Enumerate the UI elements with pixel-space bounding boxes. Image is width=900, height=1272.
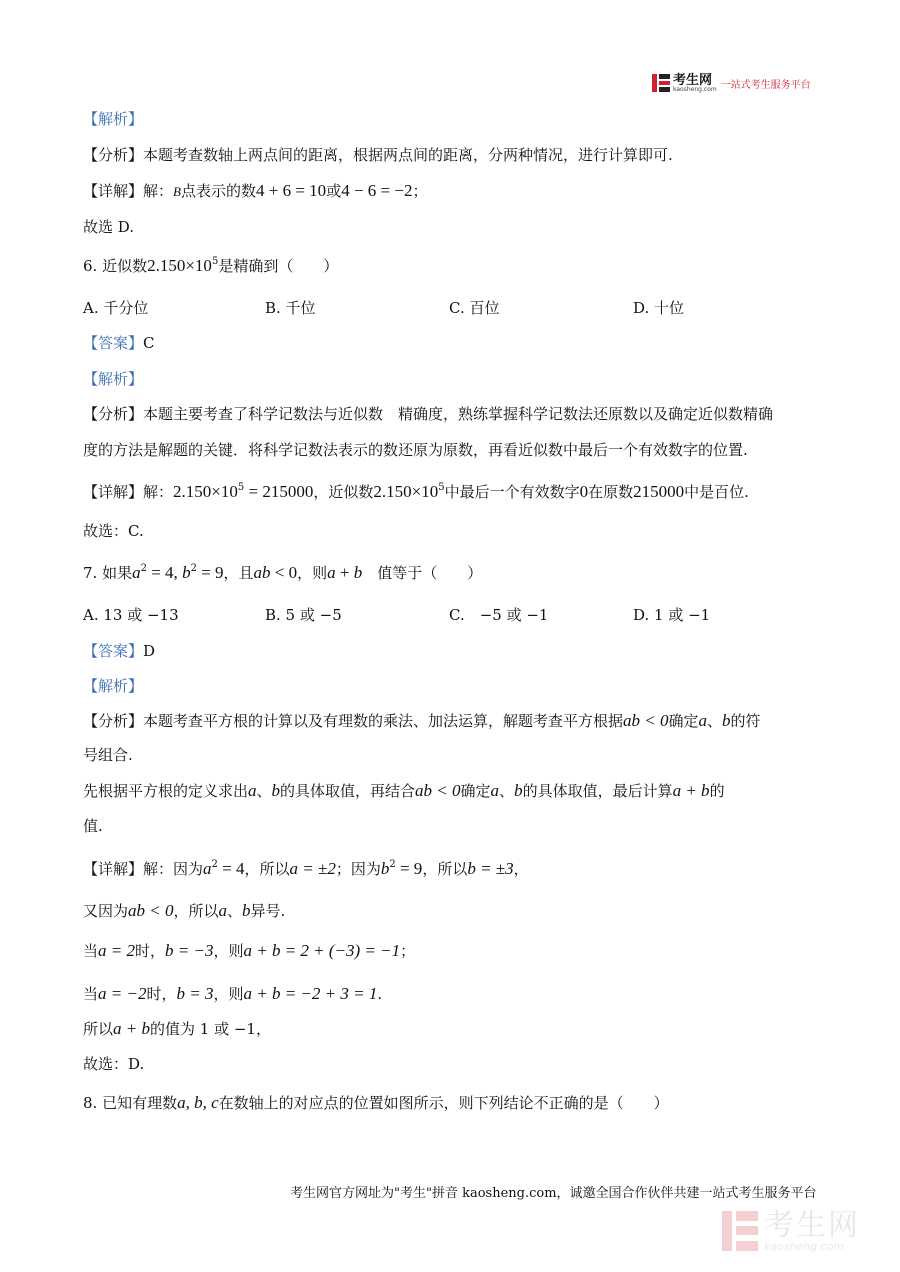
- q6-option-d: D. 十位: [633, 299, 685, 317]
- q7-xiangjie-line2: 又因为ab < 0，所以a、b异号.: [83, 901, 286, 920]
- logo-domain: kaosheng.com: [673, 85, 717, 93]
- q7-option-d: D. 1 或 −1: [633, 606, 711, 624]
- q6-option-b: B. 千位: [265, 299, 316, 317]
- logo-name: 考生网: [673, 72, 713, 88]
- header-logo: [652, 72, 811, 94]
- q6-answer: 【答案】C: [83, 334, 155, 352]
- watermark-domain: kaosheng.com: [764, 1239, 845, 1253]
- q7-xiangjie-line5: 所以a + b的值为 1 或 −1，: [83, 1019, 271, 1038]
- q6-fenxi-line2: 度的方法是解题的关键．将科学记数法表示的数还原为原数，再看近似数中最后一个有效数字的位置.: [83, 441, 748, 459]
- q6-options: [83, 297, 803, 319]
- logo-slogan: 一站式考生服务平台: [720, 79, 811, 91]
- q6-option-a: A. 千分位: [83, 299, 149, 317]
- q7-xiangjie-line1: 【详解】解：因为$a^2 = 4$，所以a = ±2；因为$b^2 = 9$，所以b = ±3，: [83, 859, 529, 878]
- q6-xiangjie: 【详解】解：$2.150\times 10^5 = 215000$，近似数$2.150\times 10^5$中最后一个有效数字0在原数215000中是百位.: [83, 482, 749, 501]
- q7-fenxi-line4: 值.: [83, 817, 103, 835]
- watermark-logo: [722, 1206, 860, 1256]
- q7-xiangjie-line3: 当a = 2时，b = −3，则a + b = 2 + (−3) = −1；: [83, 941, 416, 960]
- q7-option-c: C. −5 或 −1: [449, 606, 549, 624]
- q8-stem: 8. 已知有理数a, b, c在数轴上的对应点的位置如图所示，则下列结论不正确的是（ ）: [83, 1093, 669, 1112]
- q7-stem: 7. 如果$a^2 = 4$, $b^2 = 9$，且ab < 0，则a + b 值等于（ ）: [83, 563, 483, 582]
- q7-answer: 【答案】D: [83, 642, 156, 660]
- watermark-name: 考生网: [764, 1207, 860, 1243]
- q6-stem: 6. 近似数$2.150\times 10^5$是精确到（ ）: [83, 256, 339, 275]
- q6-choice: 故选：C.: [83, 522, 144, 540]
- q5-xiangjie: 【详解】解：B点表示的数4 + 6 = 10或4 − 6 = −2；: [83, 181, 428, 200]
- q5-choice: 故选 D.: [83, 218, 135, 236]
- q5-jiexi-label: 【解析】: [83, 110, 144, 128]
- q7-option-b: B. 5 或 −5: [265, 606, 342, 624]
- q7-jiexi-label: 【解析】: [83, 677, 144, 695]
- q7-choice: 故选：D.: [83, 1055, 145, 1073]
- q5-fenxi: 【分析】本题考查数轴上两点间的距离，根据两点间的距离，分两种情况，进行计算即可.: [83, 146, 673, 164]
- q7-options: [83, 604, 803, 626]
- q6-jiexi-label: 【解析】: [83, 370, 144, 388]
- footer-text: 考生网官方网址为"考生"拼音 kaosheng.com，诚邀全国合作伙伴共建一站式考生服务平台: [290, 1186, 817, 1201]
- q7-xiangjie-line4: 当a = −2时，b = 3，则a + b = −2 + 3 = 1.: [83, 984, 383, 1003]
- q7-option-a: A. 13 或 −13: [83, 606, 179, 624]
- q6-fenxi-line1: 【分析】本题主要考查了科学记数法与近似数 精确度，熟练掌握科学记数法还原数以及确定近似数精确: [83, 405, 774, 423]
- q7-fenxi-line3: 先根据平方根的定义求出a、b的具体取值，再结合ab < 0确定a、b的具体取值，最后计算a + b的: [83, 781, 725, 800]
- q7-fenxi-line2: 号组合.: [83, 746, 133, 764]
- logo-mark-icon: [652, 74, 670, 92]
- q6-option-c: C. 百位: [449, 299, 500, 317]
- watermark-mark-icon: [722, 1211, 758, 1251]
- q7-fenxi-line1: 【分析】本题考查平方根的计算以及有理数的乘法、加法运算，解题考查平方根据ab < 0确定a、b的符: [83, 711, 761, 730]
